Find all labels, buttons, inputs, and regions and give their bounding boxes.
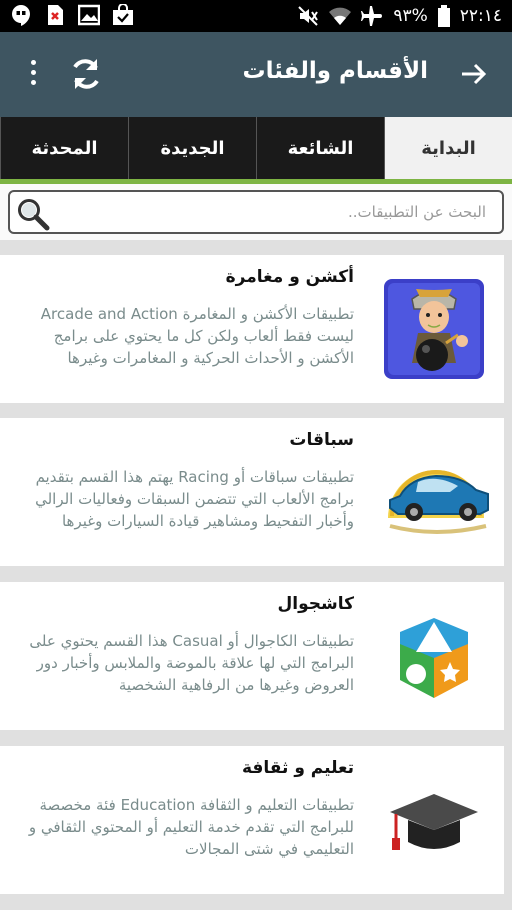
clock: ٢٢:١٤: [459, 6, 502, 26]
tab-popular[interactable]: الشائعة: [256, 117, 384, 179]
battery-percent: ٩٣%: [393, 6, 428, 26]
casual-shapes-icon: [382, 604, 486, 708]
hangouts-icon: [10, 4, 32, 26]
action-game-icon: [382, 277, 486, 381]
refresh-icon[interactable]: [68, 56, 104, 92]
tab-bar: [0, 117, 512, 179]
battery-icon: [438, 5, 450, 27]
airplane-icon: [361, 5, 383, 27]
racing-car-icon: [378, 440, 494, 544]
action-bar: [0, 32, 512, 117]
bag-icon: [112, 4, 134, 26]
tab-home[interactable]: البداية: [384, 117, 512, 179]
search-area: [0, 184, 512, 240]
arrow-right-icon[interactable]: [458, 58, 490, 90]
category-description: تطبيقات الكاجوال أو Casual هذا القسم يحتوي على البرامج التي لها علاقة بالموضة والملابس وأخبار دور العروض وغيرها من الرفاهية الشخصية: [29, 632, 354, 694]
category-title: كاشجوال: [277, 594, 354, 614]
overflow-menu-icon[interactable]: [26, 60, 40, 90]
gallery-icon: [78, 4, 100, 26]
category-card-racing[interactable]: [0, 418, 504, 566]
category-description: تطبيقات التعليم و الثقافة Education فئة مخصصة للبرامج التي تقدم خدمة التعليم أو المحتوي الثقافي و التعليمي في شتى المجالات: [28, 796, 354, 858]
sim-off-icon: [44, 4, 66, 26]
status-bar: [0, 0, 512, 32]
category-title: أكشن و مغامرة: [225, 267, 354, 287]
graduation-cap-icon: [382, 768, 486, 872]
search-icon[interactable]: [16, 197, 50, 231]
category-description: تطبيقات الأكشن و المغامرة Arcade and Action ليست فقط ألعاب ولكن كل ما يحتوي على برامج الأكشن و الأحداث الحركية و المغامرات وغيرها: [40, 305, 354, 367]
category-title: تعليم و ثقافة: [241, 758, 354, 778]
search-input[interactable]: [8, 190, 504, 234]
search-placeholder: البحث عن التطبيقات..: [347, 203, 486, 221]
tab-new[interactable]: الجديدة: [128, 117, 256, 179]
category-description: تطبيقات سباقات أو Racing يهتم هذا القسم بتقديم برامج الألعاب التي تتضمن السبقات وفعاليات الرالي وأخبار التفحيط ومشاهير قيادة السيارات وغيرها: [35, 468, 354, 530]
category-card-education[interactable]: [0, 746, 504, 894]
category-card-action[interactable]: [0, 255, 504, 403]
wifi-icon: [329, 5, 351, 27]
tab-updated[interactable]: المحدثة: [0, 117, 128, 179]
category-card-casual[interactable]: [0, 582, 504, 730]
category-title: سباقات: [289, 430, 354, 450]
mute-icon: [297, 5, 319, 27]
page-title: الأقسام والفئات: [242, 58, 428, 84]
